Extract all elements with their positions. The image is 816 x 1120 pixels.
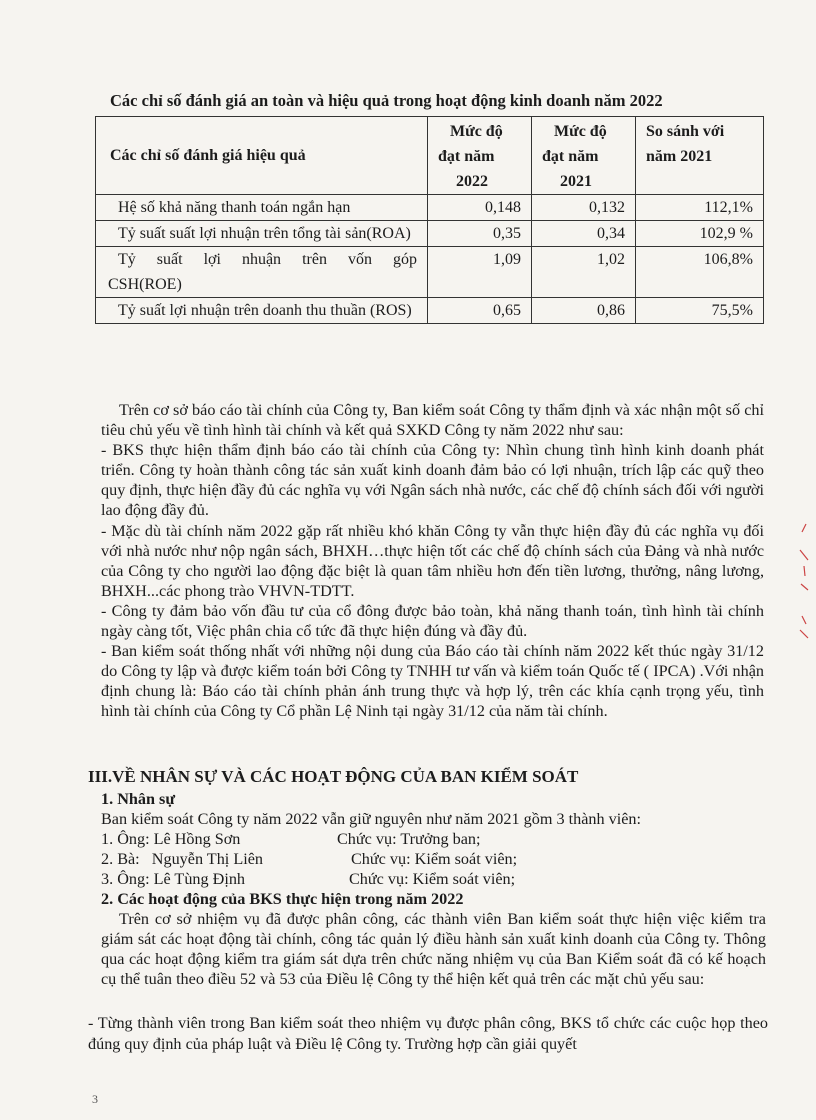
row-compare: 106,8%: [636, 247, 764, 298]
subsection-heading: 1. Nhân sự: [101, 790, 176, 808]
margin-stamp-mark: [796, 520, 814, 640]
header-2022-line2: đạt năm: [438, 148, 495, 165]
member-row: [101, 869, 766, 889]
row-label: [96, 221, 428, 247]
header-2021: [532, 117, 636, 195]
header-2021-line3: 2021: [560, 173, 592, 190]
financial-assessment-text: [101, 400, 764, 722]
table-title: Các chỉ số đánh giá an toàn và hiệu quả trong hoạt động kinh doanh năm 2022: [110, 91, 663, 110]
row-label: [96, 247, 428, 298]
header-2022-line1: Mức độ: [450, 123, 503, 140]
member-name: 2. Bà: Nguyễn Thị Liên: [101, 850, 264, 868]
row-label-text: Tỷ suất suất lợi nhuận trên tổng tài sản(ROA): [118, 225, 411, 242]
paragraph: Trên cơ sở báo cáo tài chính của Công ty, Ban kiểm soát Công ty thẩm định và xác nhận một số chỉ tiêu chủ yếu về tình hình tài chính và kết quả SXKD Công ty năm 2022 như sau:: [101, 401, 764, 440]
table-row: [96, 221, 764, 247]
header-indicator: Các chỉ số đánh giá hiệu quả: [96, 117, 428, 195]
section-heading: III.VỀ NHÂN SỰ VÀ CÁC HOẠT ĐỘNG CỦA BAN KIỂM SOÁT: [88, 767, 579, 786]
member-name: 3. Ông: Lê Tùng Định: [101, 870, 246, 888]
member-role: Chức vụ: Kiểm soát viên;: [349, 870, 516, 888]
member-name: 1. Ông: Lê Hồng Sơn: [101, 830, 241, 848]
header-2022-line3: 2022: [456, 173, 488, 190]
row-value-2022: 1,09: [428, 247, 532, 298]
table-header-row: [96, 117, 764, 195]
evaluation-table: [95, 116, 764, 324]
paragraph: - Ban kiểm soát thống nhất với những nội dung của Báo cáo tài chính năm 2022 kết thúc ngày 31/12 do Công ty lập và được kiểm toán bởi Công ty TNHH tư vấn và kiểm toán Quốc tế ( IPCA) .Với nhận định chung là: Báo cáo tài chính phản ánh trung thực và hợp lý, trên các khía cạnh trọng yếu, tình hình tài chính của Công ty Cổ phần Lệ Ninh tại ngày 31/12 của năm tài chính.: [101, 642, 764, 721]
member-row: [101, 829, 766, 849]
row-label-text: Tỷ suất lợi nhuận trên doanh thu thuần (ROS): [118, 302, 412, 319]
member-role: Chức vụ: Trưởng ban;: [337, 830, 481, 848]
row-value-2021: 1,02: [532, 247, 636, 298]
row-value-2021: 0,132: [532, 195, 636, 221]
row-compare: 75,5%: [636, 298, 764, 324]
row-value-2022: 0,65: [428, 298, 532, 324]
activity-text: - Từng thành viên trong Ban kiểm soát theo nhiệm vụ được phân công, BKS tổ chức các cuộc họp theo đúng quy định của pháp luật và Điều lệ Công ty. Trường hợp cần giải quyết: [88, 1014, 768, 1053]
row-compare: 112,1%: [636, 195, 764, 221]
paragraph: - Công ty đảm bảo vốn đầu tư của cổ đông được bảo toàn, khả năng thanh toán, tình hình tài chính ngày càng tốt, Việc phân chia cổ tức đã thực hiện đúng và đầy đủ.: [101, 601, 764, 641]
member-row: [101, 849, 766, 869]
paragraph: - Mặc dù tài chính năm 2022 gặp rất nhiều khó khăn Công ty vẫn thực hiện đầy đủ các nghĩa vụ đối với nhà nước như nộp ngân sách, BHXH…thực hiện tốt các chế độ chính sách của Đảng và nhà nước của Công ty cho người lao động đặc biệt là quan tâm nhiều hơn đến tiền lương, thưởng, nâng lương, BHXH...các phong trào VHVN-TDTT.: [101, 521, 764, 600]
table-row: [96, 298, 764, 324]
row-value-2021: 0,86: [532, 298, 636, 324]
page-number: 3: [92, 1092, 98, 1106]
row-value-2022: 0,148: [428, 195, 532, 221]
table-row: [96, 195, 764, 221]
row-value-2021: 0,34: [532, 221, 636, 247]
paragraph: - BKS thực hiện thẩm định báo cáo tài chính của Công ty: Nhìn chung tình hình kinh doanh phát triển. Công ty hoàn thành công tác sản xuất kinh doanh đảm bảo có lợi nhuận, trích lập các quỹ theo quy định, thực hiện đầy đủ các nghĩa vụ với Ngân sách nhà nước, các chế độ chính sách đối với người lao động đầy đủ.: [101, 441, 764, 520]
header-2022: [428, 117, 532, 195]
row-label: [96, 298, 428, 324]
header-compare-line1: So sánh với: [646, 123, 725, 140]
activity-item: [88, 1013, 768, 1054]
subsection-heading: 2. Các hoạt động của BKS thực hiện trong năm 2022: [101, 890, 464, 908]
header-2021-line1: Mức độ: [554, 123, 607, 140]
row-label: Hệ số khả năng thanh toán ngắn hạn: [96, 195, 428, 221]
personnel-intro: Ban kiểm soát Công ty năm 2022 vẫn giữ nguyên như năm 2021 gồm 3 thành viên:: [101, 810, 641, 828]
row-label-text: Tỷ suất lợi nhuận trên vốn góp CSH(ROE): [108, 251, 417, 293]
row-compare: 102,9 %: [636, 221, 764, 247]
member-role: Chức vụ: Kiểm soát viên;: [351, 850, 518, 868]
header-compare: [636, 117, 764, 195]
header-2021-line2: đạt năm: [542, 148, 599, 165]
table-row: [96, 247, 764, 298]
personnel-section: [101, 789, 766, 989]
activities-intro: Trên cơ sở nhiệm vụ đã được phân công, các thành viên Ban kiểm soát thực hiện việc kiểm tra giám sát các hoạt động tài chính, công tác quản lý điều hành sản xuất kinh doanh của Công ty. Thông qua các hoạt động kiểm tra giám sát dựa trên chức năng nhiệm vụ của Ban Kiểm soát đã có kế hoạch cụ thể tuân theo điều 52 và 53 của Điều lệ Công ty thể hiện kết quả trên các mặt chủ yếu sau:: [101, 910, 766, 988]
row-value-2022: 0,35: [428, 221, 532, 247]
header-compare-line2: năm 2021: [646, 148, 713, 165]
